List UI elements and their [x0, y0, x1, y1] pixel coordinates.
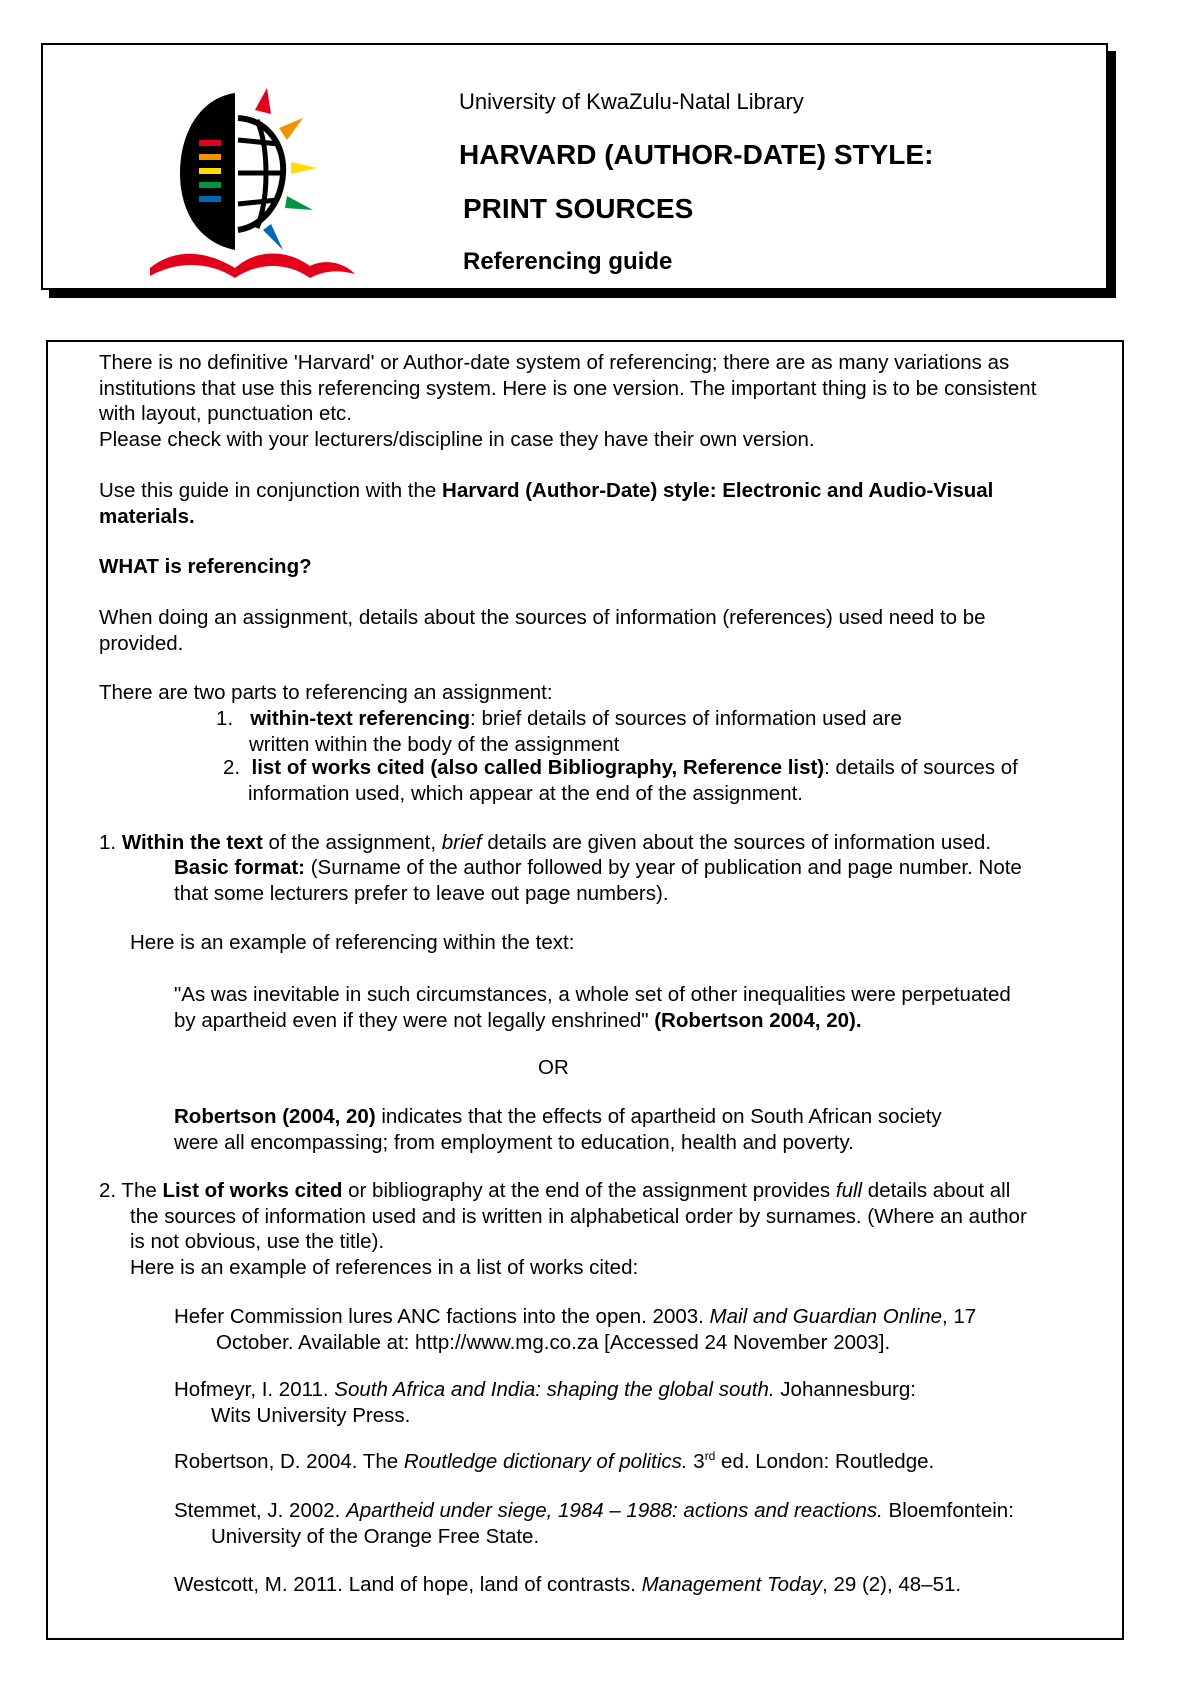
conjunction-guide-title-end: materials. [99, 504, 195, 528]
reference-entry: Hefer Commission lures ANC factions into the open. 2003. Mail and Guardian Online, 17 October. Available at: http://www.mg.co.za [Accessed 24 November 2003]. [174, 1305, 977, 1354]
content-box [46, 340, 1124, 1640]
conjunction-pre: Use this guide in conjunction with the [99, 479, 443, 502]
reference-entry: Robertson, D. 2004. The Routledge dictionary of politics. 3rd ed. London: Routledge. [174, 1449, 935, 1473]
what-heading: WHAT is referencing? [99, 555, 312, 578]
intro-line: with layout, punctuation etc. [99, 402, 352, 425]
reference-entry: Stemmet, J. 2002. Apartheid under siege, 1984 – 1988: actions and reactions. Bloemfontein: University of the Orange Free State. [174, 1499, 1014, 1548]
conjunction-text [99, 478, 993, 529]
list-bold: within-text referencing [250, 707, 471, 730]
section-1-heading: 1. Within the text of the assignment, brief details are given about the sources of information used. [99, 831, 992, 854]
list-bold: list of works cited (also called Bibliography, Reference list) [251, 756, 825, 779]
parts-item-1: 1. within-text referencing: brief details of sources of information used are written within the body of the assignment [216, 707, 902, 756]
intro-line: There is no definitive 'Harvard' or Author-date system of referencing; there are as many variations as [99, 351, 1010, 374]
intro-line: Please check with your lecturers/discipline in case they have their own version. [99, 427, 815, 451]
parts-item-2: 2. list of works cited (also called Bibliography, Reference list): details of sources of information used, which appear at the end of the assignment. [223, 756, 1018, 805]
ukzn-logo [145, 78, 375, 288]
reference-entry: Hofmeyr, I. 2011. South Africa and India: shaping the global south. Johannesburg: Wits University Press. [174, 1378, 916, 1427]
when-line: provided. [99, 631, 184, 655]
example-intro: Here is an example of referencing within the text: [130, 931, 575, 954]
list-number: 2. [223, 756, 241, 779]
header-box [41, 43, 1108, 290]
university-name: University of KwaZulu-Natal Library [459, 89, 804, 114]
basic-format: Basic format: (Surname of the author followed by year of publication and page number. Note that some lecturers prefer to leave out page numbers). [174, 856, 1022, 905]
page-subtitle: Referencing guide [463, 248, 673, 275]
intro-line: institutions that use this referencing system. Here is one version. The important thing is to be consistent [99, 376, 1037, 400]
page-title: HARVARD (AUTHOR-DATE) STYLE: [459, 139, 934, 170]
section-2-text: 2. The List of works cited or bibliography at the end of the assignment provides full details about all the sources of information used and is written in alphabetical order by surnames. (Where an author is not obvious, use the title). Here is an example of references in a list of works cited: [99, 1179, 1027, 1279]
when-text [99, 605, 986, 656]
list-number: 1. [216, 707, 234, 730]
reference-entry: Westcott, M. 2011. Land of hope, land of contrasts. Management Today, 29 (2), 48–51. [174, 1573, 962, 1596]
intro-text [99, 350, 1036, 452]
conjunction-guide-title: Harvard (Author-Date) style: Electronic and Audio-Visual [442, 479, 994, 502]
quote-example: "As was inevitable in such circumstances, a whole set of other inequalities were perpetuated by apartheid even if they were not legally enshrined" (Robertson 2004, 20). [174, 983, 1011, 1032]
quote-citation: (Robertson 2004, 20). [654, 1008, 862, 1032]
alt-example: Robertson (2004, 20) indicates that the effects of apartheid on South African society were all encompassing; from employment to education, health and poverty. [174, 1105, 942, 1154]
page-title-line2: PRINT SOURCES [463, 193, 694, 224]
parts-intro: There are two parts to referencing an assignment: [99, 681, 553, 704]
or-separator: OR [538, 1056, 569, 1079]
when-line: When doing an assignment, details about the sources of information (references) used need to be [99, 606, 986, 629]
